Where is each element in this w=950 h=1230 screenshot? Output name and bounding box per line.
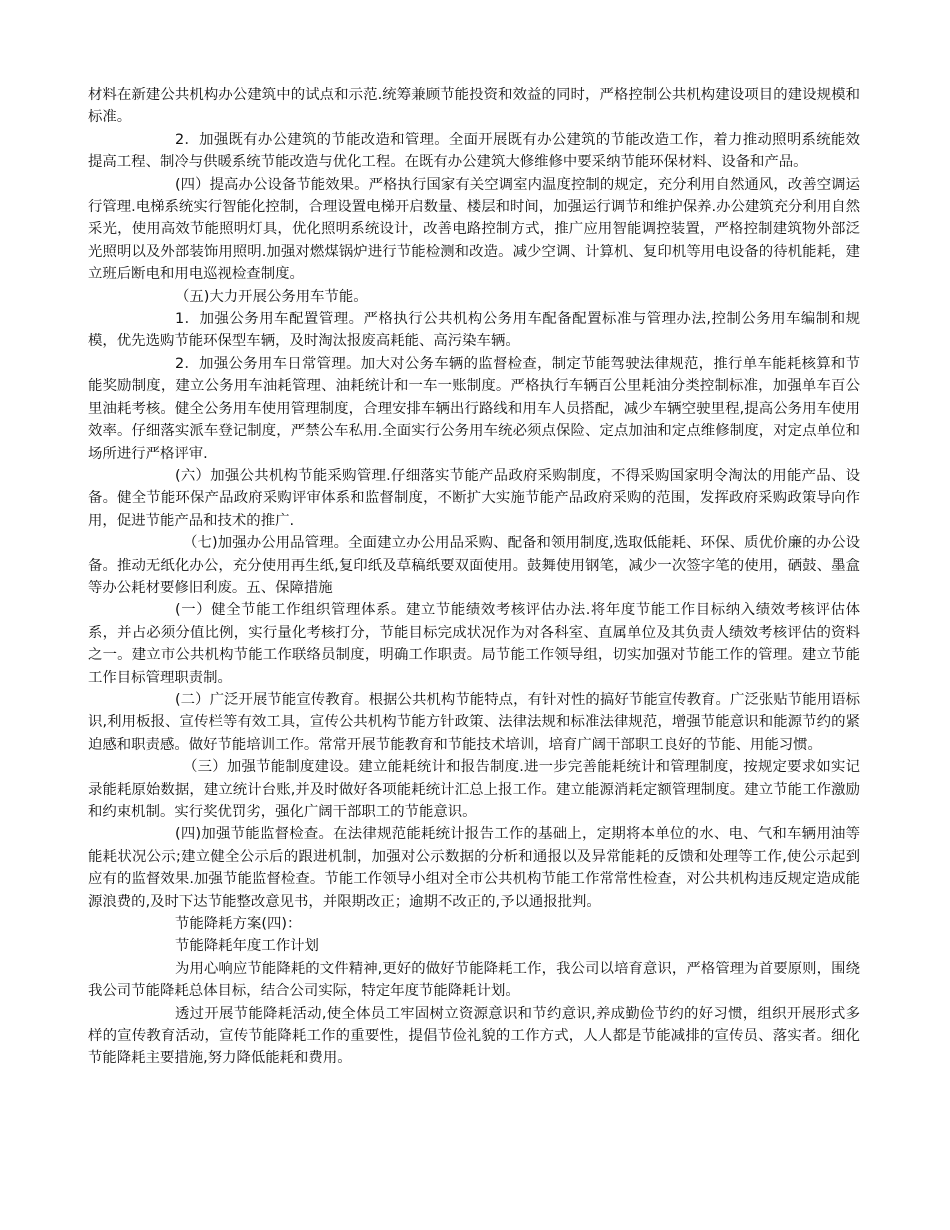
paragraph-supervision: (四)加强节能监督检查。在法律规范能耗统计报告工作的基础上，定期将本单位的水、电、气和车辆用油等能耗状况公示;建立健全公示后的跟进机制，加强对公示数据的分析和通报以及异常能耗的反馈和处理等工作,使公示起到应有的监督效果.加强节能监督检查。节能工作领导小组对全市公共机构节能工作常常性检查，对公共机构违反规定造成能源浪费的,及时下达节能整改意见书，并限期改正；逾期不改正的,予以通报批判。 — [88, 826, 860, 910]
paragraph-system-building: （三）加强节能制度建设。建立能耗统计和报告制度.进一步完善能耗统计和管理制度，按规定要求如实记录能耗原始数据，建立统计台账,并及时做好各项能耗统计汇总上报工作。建立能源消耗定额管理制度。建立节能工作激励和约束机制。实行奖优罚劣，强化广阔干部职工的节能意识。 — [88, 759, 860, 820]
plan-heading: 节能降耗方案(四)： — [175, 916, 302, 933]
paragraph-office-equipment: (四）提高办公设备节能效果。严格执行国家有关空调室内温度控制的规定，充分利用自然通风，改善空调运行管理.电梯系统实行智能化控制，合理设置电梯开启数量、楼层和时间，加强运行调节和维护保养.办公建筑充分利用自然采光，使用高效节能照明灯具，优化照明系统设计，改善电路控制方式，推广应用智能调控装置，严格控制建筑物外部泛光照明以及外部装饰用照明.加强对燃煤锅炉进行节能检测和改造。减少空调、计算机、复印机等用电设备的待机能耗，建立班后断电和用电巡视检查制度。 — [88, 176, 860, 283]
paragraph-office-supplies: （七)加强办公用品管理。全面建立办公用品采购、配备和领用制度,选取低能耗、环保、质优价廉的办公设备。推动无纸化办公，充分使用再生纸,复印纸及草稿纸要双面使用。鼓舞使用钢笔，减少一次签字笔的使用，硒鼓、墨盒等办公耗材要修旧利废。五、保障措施 — [88, 535, 860, 596]
plan-subheading: 节能降耗年度工作计划 — [175, 938, 319, 955]
paragraph-plan-intro: 为用心响应节能降耗的文件精神,更好的做好节能降耗工作，我公司以培育意识，严格管理为首要原则，围绕我公司节能降耗总体目标，结合公司实际，特定年度节能降耗计划。 — [88, 960, 860, 1000]
paragraph-procurement: (六）加强公共机构节能采购管理.仔细落实节能产品政府采购制度，不得采购国家明令淘汰的用能产品、设备。健全节能环保产品政府采购评审体系和监督制度，不断扩大实施节能产品政府采购的范围，发挥政府采购政策导向作用，促进节能产品和技术的推广. — [88, 467, 860, 529]
paragraph-publicity: (二）广泛开展节能宣传教育。根据公共机构节能特点，有针对性的搞好节能宣传教育。广泛张贴节能用语标识,利用板报、宣传栏等有效工具，宣传公共机构节能方针政策、法律法规和标准法律规范，增强节能意识和能源节约的紧迫感和职责感。做好节能培训工作。常常开展节能教育和节能技术培训，培育广阔干部职工良好的节能、用能习惯。 — [88, 691, 860, 753]
section-heading-vehicles: （五)大力开展公务用车节能。 — [175, 288, 368, 305]
paragraph-plan-activities: 透过开展节能降耗活动,使全体员工牢固树立资源意识和节约意识,养成勤俭节约的好习惯，组织开展形式多样的宣传教育活动，宣传节能降耗工作的重要性，提倡节俭礼貌的工作方式，人人都是节能减排的宣传员、落实者。细化节能降耗主要措施,努力降低能耗和费用。 — [88, 1005, 860, 1067]
paragraph-vehicle-allocation: 1．加强公务用车配置管理。严格执行公共机构公务用车配备配置标准与管理办法,控制公务用车编制和规模，优先选购节能环保型车辆，及时淘汰报废高耗能、高污染车辆。 — [88, 311, 860, 350]
paragraph-organization: (一）健全节能工作组织管理体系。建立节能绩效考核评估办法.将年度节能工作目标纳入绩效考核评估体系，并占必须分值比例，实行量化考核打分，节能目标完成状况作为对各科室、直属单位及其负责人绩效考核评估的资料之一。建立市公共机构节能工作联络员制度，明确工作职责。局节能工作领导组，切实加强对节能工作的管理。建立节能工作目标管理职责制。 — [88, 602, 860, 686]
paragraph-existing-buildings: 2．加强既有办公建筑的节能改造和管理。全面开展既有办公建筑的节能改造工作，着力推动照明系统能效提高工程、制冷与供暖系统节能改造与优化工程。在既有办公建筑大修维修中要采纳节能环保材料、设备和产品。 — [88, 131, 860, 171]
paragraph-vehicle-daily-management: 2．加强公务用车日常管理。加大对公务车辆的监督检查，制定节能驾驶法律规范，推行单车能耗核算和节能奖励制度，建立公务用车油耗管理、油耗统计和一车一账制度。严格执行车辆百公里耗油分类控制标准，加强单车百公里油耗考核。健全公务用车使用管理制度，合理安排车辆出行路线和用车人员搭配，减少车辆空驶里程,提高公务用车使用效率。仔细落实派车登记制度，严禁公车私用.全面实行公务用车统必须点保险、定点加油和定点维修制度，对定点单位和场所进行严格评审. — [88, 355, 860, 462]
paragraph-building-pilot: 材料在新建公共机构办公建筑中的试点和示范.统筹兼顾节能投资和效益的同时，严格控制公共机构建设项目的建设规模和标准。 — [88, 87, 860, 126]
